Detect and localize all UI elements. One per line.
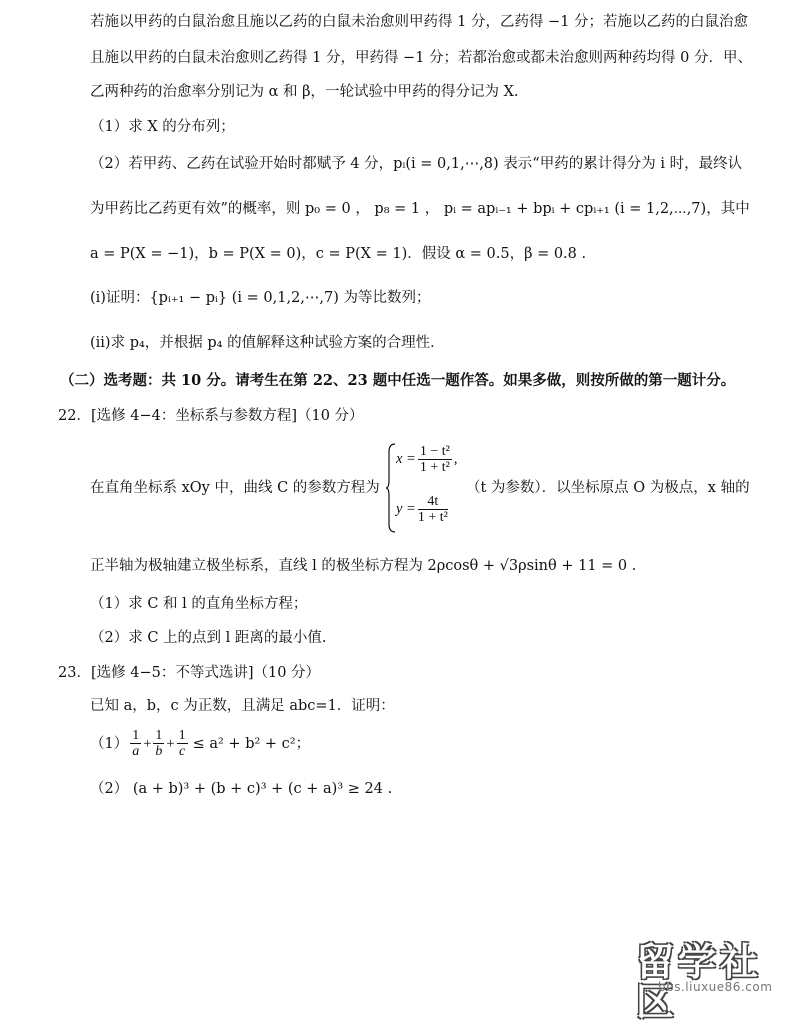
left-brace-icon (386, 442, 396, 534)
watermark-title: 留学社区 (636, 940, 763, 1024)
q21-sub-i: (i)证明：{pᵢ₊₁ − pᵢ} (i = 0,1,2,⋯,7) 为等比数列； (90, 290, 431, 306)
q23-part2: （2） (a + b)³ + (b + c)³ + (c + a)³ ≥ 24 . (90, 781, 393, 797)
q22-part2: （2）求 C 上的点到 l 距离的最小值. (90, 630, 327, 646)
q22-y-den: 1 + t² (417, 510, 448, 525)
q23-title: 23．[选修 4−5：不等式选讲]（10 分） (58, 665, 321, 681)
q22-title: 22．[选修 4−4：坐标系与参数方程]（10 分） (58, 408, 364, 424)
q22-x-equation: x = $\frac{\text{1 − t²}}{\text{1 + t²}}$ , (396, 444, 458, 475)
q22-intro-before: 在直角坐标系 xOy 中，曲线 C 的参数方程为 (90, 480, 380, 496)
q21-sub-ii: (ii)求 p₄，并根据 p₄ 的值解释这种试验方案的合理性． (90, 335, 445, 351)
q21-part2-line2: 为甲药比乙药更有效”的概率，则 p₀ = 0 ， p₈ = 1 ， pᵢ = apᵢ₋₁ + bpᵢ + cpᵢ₊₁ (i = 1,2,⋯,7)，其中 (90, 201, 750, 217)
q23-part1-tail: ≤ a² + b² + c²； (192, 735, 311, 752)
q22-line2: 正半轴为极轴建立极坐标系，直线 l 的极坐标方程为 2ρcosθ + √3ρsinθ + 11 = 0 . (90, 558, 637, 574)
q22-y-num: 4t (418, 494, 448, 510)
q22-y-lhs: y = (396, 501, 416, 517)
q21-line3: 乙两种药的治愈率分别记为 α 和 β，一轮试验中甲药的得分记为 X. (90, 84, 519, 100)
q22-y-fraction (418, 494, 448, 525)
q23-part1-label: （1） (90, 735, 129, 752)
frac-1-over-b: $\frac{1}{b}$ (155, 728, 163, 759)
q21-line2: 且施以甲药的白鼠未治愈则乙药得 1 分，甲药得 −1 分；若都治愈或都未治愈则两种药均得 0 分．甲、 (90, 50, 752, 66)
frac-1-over-c: $\frac{1}{c}$ (178, 728, 186, 759)
q22-x-num: 1 − t² (419, 444, 450, 459)
watermark-url: bbs.liuxue86.com (658, 980, 773, 994)
q21-line1: 若施以甲药的白鼠治愈且施以乙药的白鼠未治愈则甲药得 1 分，乙药得 −1 分；若施以乙药的白鼠治愈 (90, 14, 749, 30)
q23-intro: 已知 a，b，c 为正数，且满足 abc=1．证明： (90, 698, 395, 714)
watermark-logo (636, 940, 796, 1024)
q22-parametric-system (386, 442, 478, 534)
section2-header: （二）选考题：共 10 分。请考生在第 22、23 题中任选一题作答。如果多做，则按所做的第一题计分。 (60, 372, 736, 389)
q21-part2-line3: a = P(X = −1)，b = P(X = 0)，c = P(X = 1)．假设 α = 0.5，β = 0.8 . (90, 246, 587, 262)
q22-intro-after: （t 为参数）．以坐标原点 O 为极点，x 轴的 (466, 480, 750, 496)
q22-x-fraction (418, 444, 452, 475)
q21-part2-line1: （2）若甲药、乙药在试验开始时都赋予 4 分，pᵢ(i = 0,1,⋯,8) 表示“甲药的累计得分为 i 时，最终认 (90, 156, 743, 172)
q22-x-den: 1 + t² (419, 460, 450, 475)
q22-part1: （1）求 C 和 l 的直角坐标方程； (90, 596, 308, 612)
q21-part1: （1）求 X 的分布列； (90, 119, 235, 135)
frac-1-over-a: $\frac{1}{a}$ (132, 728, 140, 759)
q23-part1: （1） $\frac{1}{a}$ + $\frac{1}{b}$ + $\frac{1}{c}$ ≤ a² + b² + c²； (90, 728, 311, 759)
q22-y-equation (396, 494, 450, 525)
q22-x-lhs: x = (396, 451, 416, 467)
